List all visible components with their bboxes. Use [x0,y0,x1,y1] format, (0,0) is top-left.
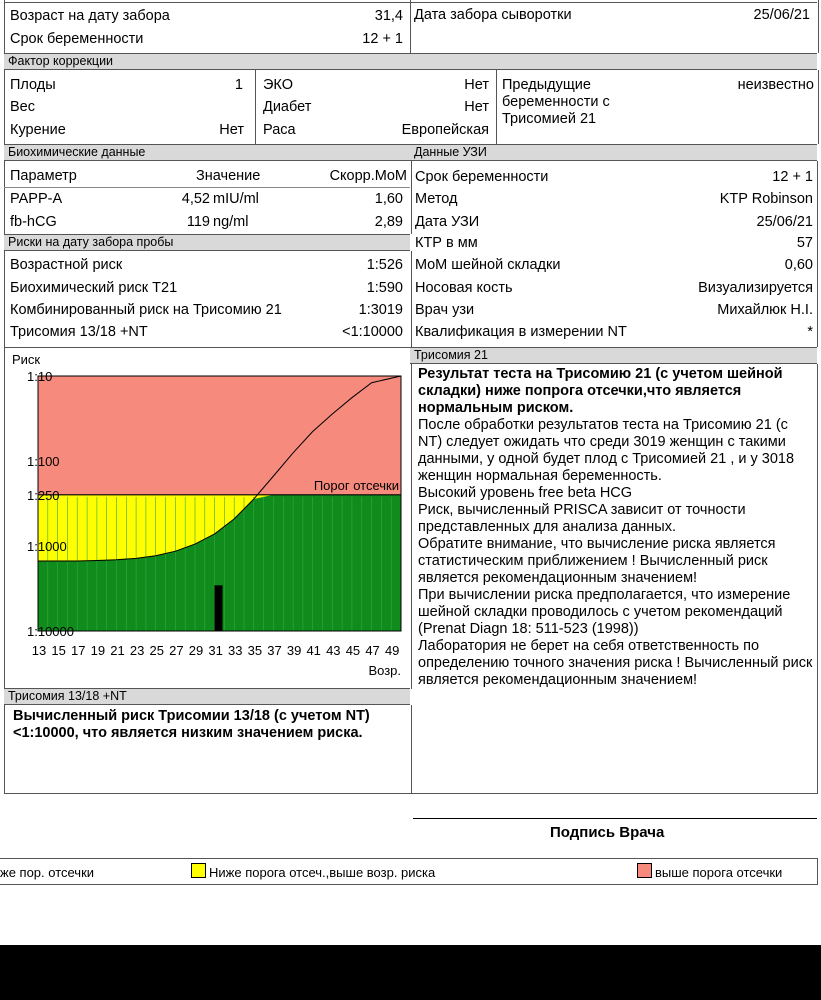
y-tick-label: 1:250 [27,487,60,503]
us-label: Квалификация в измерении NT [415,324,627,340]
legend-mid-swatch [191,863,206,878]
us-label: Срок беременности [415,169,549,185]
risk-value: 1:590 [366,280,403,296]
us-value: KTP Robinson [719,191,813,207]
diabetes-label: Диабет [263,99,312,115]
t21-p1: После обработки результатов теста на Трисомию 21 (с NT) следует ожидать что среди 3019 женщин с такими данными, у одной будет плод с Трисомией 21 , и у 3018 женщин нормальная беременность. [418,417,795,484]
prev-label-1: Предыдущие [502,77,591,93]
x-axis-title: Возр. [368,663,401,678]
x-tick-label: 17 [71,643,86,658]
col-value: Значение [196,168,261,184]
us-label: Метод [415,191,458,207]
correction-header: Фактор коррекции [4,53,817,70]
us-label: Врач узи [415,302,475,318]
signature-label: Подпись Врача [550,824,665,841]
ivf-value: Нет [464,77,489,93]
t21-p6: Лаборатория не берет на себя ответственность по определению точного значения риска ! Вычисленный риск является рекомендационным значением! [418,638,813,688]
signature-line [413,818,817,819]
legend-high-label: выше порога отсечки [655,865,783,880]
t21-result: Результат теста на Трисомию 21 (с учетом шейной складки) ниже попрога отсечки,что является нормальным риском. [418,366,783,416]
t21-p4: Обратите внимание, что вычисление риска является статистическим приближением ! Вычисленный риск является рекомендационным значением! [418,536,776,586]
risk-label: Трисомия 13/18 +NT [10,324,148,340]
legend-high-swatch [637,863,652,878]
x-tick-label: 33 [227,643,243,658]
biochem-param: fb-hCG [10,214,57,230]
fetuses-label: Плоды [10,77,56,93]
t1318-result: Вычисленный риск Трисомии 13/18 (с учетом NT) <1:10000, что является низким значением риска. [13,708,370,741]
x-tick-label: 15 [51,643,66,658]
legend-low-label: же пор. отсечки [0,865,95,880]
y-tick-label: 1:1000 [27,539,67,554]
prev-value: неизвестно [737,77,814,93]
x-tick-label: 35 [247,643,263,658]
age-label: Возраст на дату забора [10,8,170,24]
risk-chart [5,348,409,688]
us-label: Дата УЗИ [415,214,480,230]
bottom-band [0,945,821,1000]
us-label: КТР в мм [415,235,478,251]
diabetes-value: Нет [464,99,489,115]
t1318-header: Трисомия 13/18 +NT [4,688,410,705]
patient-marker [215,585,223,631]
prev-label-3: Трисомией 21 [502,111,597,127]
x-tick-label: 19 [90,643,106,658]
biochem-mom: 1,60 [374,191,403,207]
risk-value: 1:526 [366,257,403,273]
ivf-label: ЭКО [263,77,293,93]
us-value: 0,60 [784,257,813,273]
fetuses-value: 1 [234,77,243,93]
biochem-value: 4,52 [181,191,210,207]
biochem-value: 119 [186,214,210,230]
legend-mid-label: Ниже порога отсеч.,выше возр. риска [209,865,436,880]
y-tick-label: 1:100 [27,454,60,469]
x-tick-label: 21 [110,643,125,658]
biochem-header: Биохимические данные [4,144,410,161]
biochem-unit: ng/ml [213,214,249,230]
weight-label: Вес [10,99,35,115]
us-label: Носовая кость [415,280,513,296]
risks-header: Риски на дату забора пробы [4,234,410,251]
us-value: Визуализируется [698,280,813,296]
x-tick-label: 23 [129,643,145,658]
us-value: * [807,324,813,340]
ga-label: Срок беременности [10,31,144,47]
col-mom: Скорр.MoM [329,168,407,184]
risk-label: Возрастной риск [10,257,123,273]
x-tick-label: 43 [326,643,341,658]
x-tick-label: 41 [306,643,321,658]
x-tick-label: 25 [149,643,164,658]
biochem-mom: 2,89 [374,214,403,230]
cutoff-label: Порог отсечки [313,477,399,493]
us-label: MoM шейной складки [415,257,561,273]
prev-label-2: беременности с [502,94,610,110]
x-tick-label: 45 [345,643,361,658]
x-tick-label: 31 [208,643,223,658]
x-tick-label: 39 [286,643,302,658]
t21-text [418,366,814,689]
x-tick-label: 13 [31,643,47,658]
y-axis-title: Риск [12,352,41,367]
risk-label: Комбинированный риск на Трисомию 21 [10,302,282,318]
t21-p2: Высокий уровень free beta HCG [418,485,633,501]
us-value: 12 + 1 [772,169,813,185]
serum-date-label: Дата забора сыворотки [414,7,572,23]
biochem-param: PAPP-A [10,191,63,207]
x-tick-label: 49 [384,643,400,658]
smoking-value: Нет [219,122,244,138]
t21-p5: При вычислении риска предполагается, что измерение шейной складки проводилось с учетом рекомендаций (Prenat Diagn 18: 511-523 (1998)) [418,587,791,637]
t21-p3: Риск, вычисленный PRISCA зависит от точности представленных для анализа данных. [418,502,746,535]
race-label: Раса [263,122,296,138]
us-value: 25/06/21 [756,214,813,230]
col-param: Параметр [10,168,77,184]
x-tick-label: 29 [188,643,204,658]
race-value: Европейская [401,122,489,138]
us-value: Михайлюк Н.І. [717,302,813,318]
serum-date-value: 25/06/21 [753,7,810,23]
us-value: 57 [796,235,813,251]
x-tick-label: 27 [169,643,184,658]
ga-value: 12 + 1 [362,31,403,47]
x-tick-label: 47 [365,643,380,658]
risk-value: <1:10000 [342,324,403,340]
ultrasound-header: Данные УЗИ [410,144,817,161]
y-tick-label: 1:10000 [27,624,74,639]
risk-value: 1:3019 [358,302,403,318]
t21-header: Трисомия 21 [410,347,817,364]
age-value: 31,4 [374,8,403,24]
smoking-label: Курение [10,122,66,138]
x-tick-label: 37 [267,643,282,658]
risk-label: Биохимический риск Т21 [10,280,178,296]
y-tick-label: 1:10 [27,369,53,384]
biochem-unit: mIU/ml [213,191,259,207]
